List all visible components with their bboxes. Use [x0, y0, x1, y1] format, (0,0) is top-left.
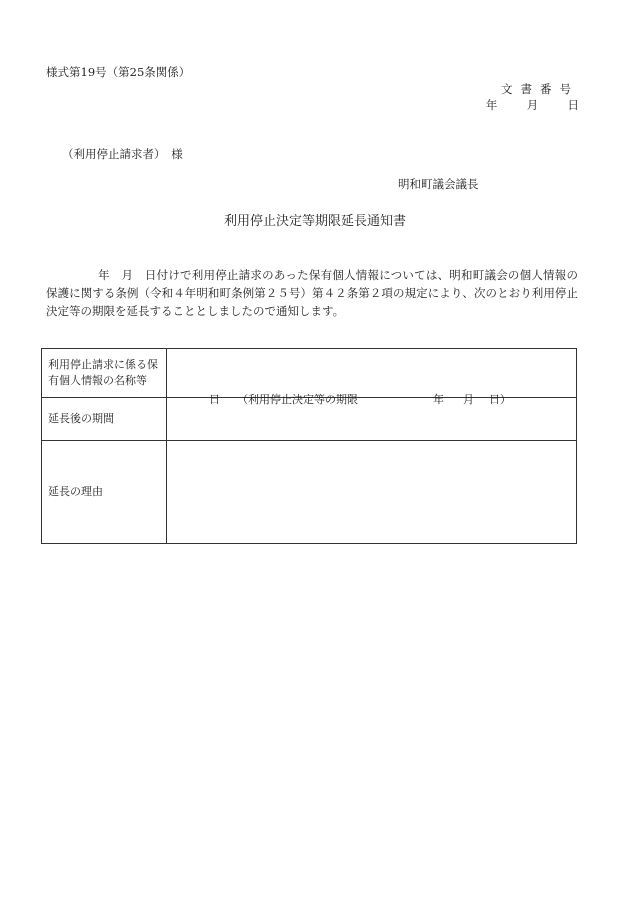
- form-number: 様式第19号（第25条関係）: [46, 65, 191, 79]
- table-row: [42, 398, 577, 441]
- period-month-label: 月: [463, 393, 474, 406]
- info-name-value: [167, 349, 577, 398]
- row-label: 延長の理由: [42, 441, 167, 544]
- extension-reason-value: [167, 441, 577, 544]
- addressee: （利用停止請求者） 様: [62, 147, 183, 161]
- period-year-label: 年: [433, 393, 444, 406]
- period-deadline-label: （利用停止決定等の期限: [237, 393, 358, 406]
- info-table: [41, 348, 577, 544]
- table-row: [42, 441, 577, 544]
- document-title: 利用停止決定等期限延長通知書: [223, 214, 406, 229]
- date-year-label: 年: [485, 98, 498, 112]
- extension-period-value: [167, 393, 577, 441]
- body-text: 年 月 日付けで利用停止請求のあった保有個人情報については、明和町議会の個人情報の保護に関する条例（令和４年明和町条例第２５号）第４２条第２項の規定により、次のとおり利用停止決定等の期限を延長することとしましたので通知します。: [46, 268, 578, 318]
- document-date: [486, 97, 579, 113]
- period-day-close: 日）: [489, 393, 511, 406]
- row-label: 延長後の期間: [42, 398, 167, 441]
- document-number-label: 文書番号: [501, 82, 579, 96]
- sender: 明和町議会議長: [398, 177, 479, 191]
- date-day-label: 日: [567, 98, 579, 112]
- row-label: 利用停止請求に係る保有個人情報の名称等: [42, 349, 167, 398]
- period-day-label: 日: [209, 393, 220, 406]
- date-month-label: 月: [526, 98, 539, 112]
